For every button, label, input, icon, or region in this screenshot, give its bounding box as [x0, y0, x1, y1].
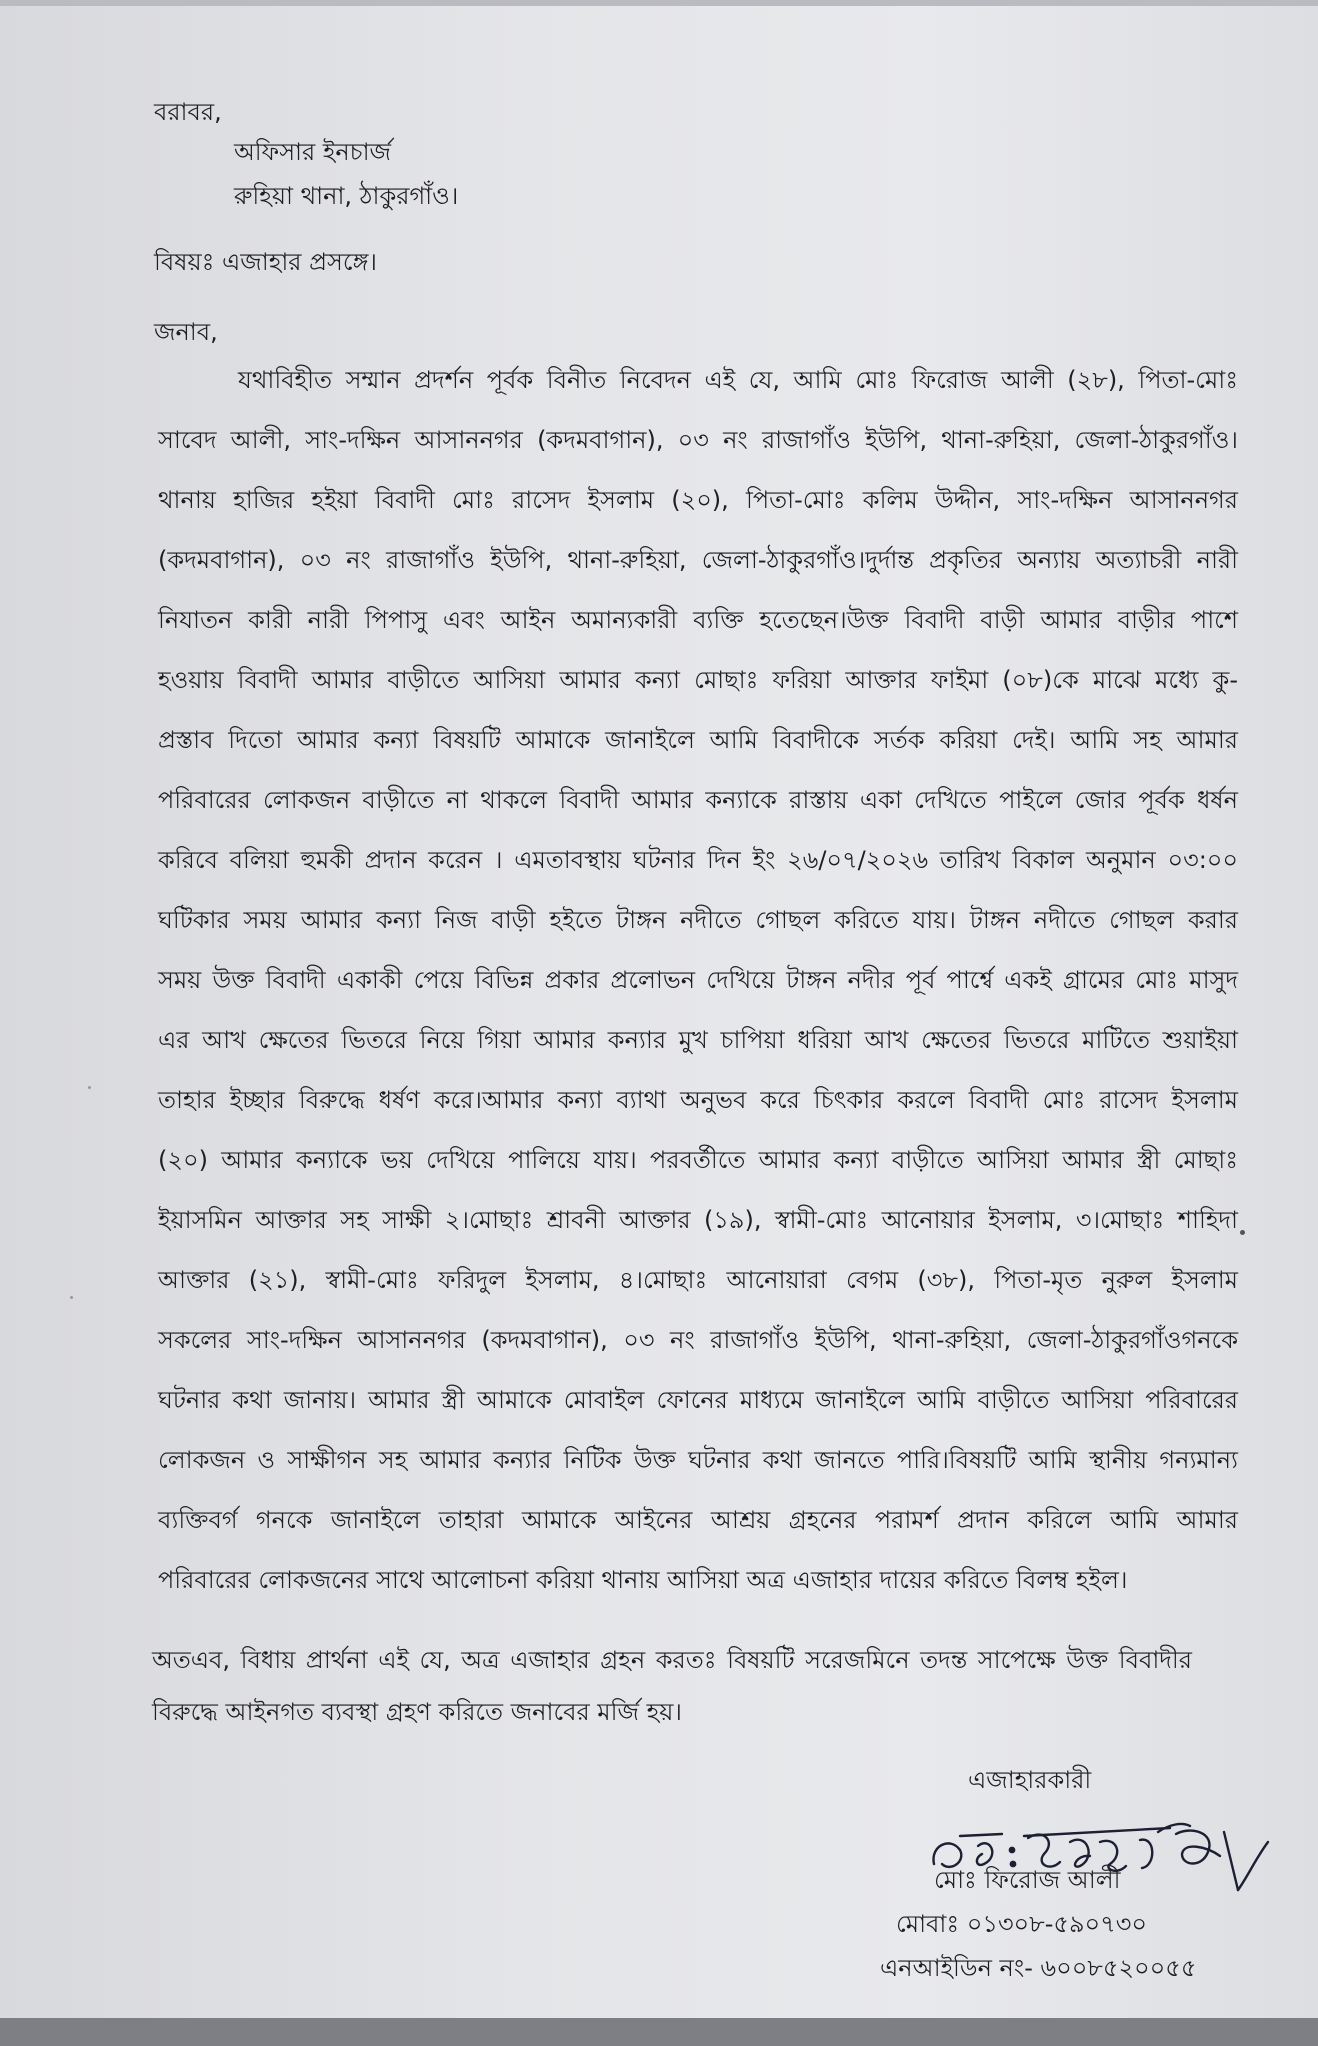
- subject-line: বিষয়ঃ এজাহার প্রসঙ্গে।: [154, 248, 378, 276]
- paper-speck: [1240, 1230, 1245, 1235]
- recipient-title: অফিসার ইনচার্জ: [234, 138, 392, 166]
- closing-line: অতএব, বিধায় প্রার্থনা এই যে, অত্র এজাহার গ্রহন করতঃ বিষয়টি সরেজমিনে তদন্ত সাপেক্ষে উক্ত বিবাদীর: [152, 1646, 1192, 1674]
- letter-sheet: [0, 6, 1318, 2022]
- body-line: ব্যক্তিবর্গ গনকে জানাইলে তাহারা আমাকে আইনের আশ্রয় গ্রহনের পরামর্শ প্রদান করিলে আমি আমার: [158, 1506, 1238, 1534]
- body-line: যথাবিহীত সম্মান প্রদর্শন পূর্বক বিনীত নিবেদন এই যে, আমি মোঃ ফিরোজ আলী (২৮), পিতা-মোঃ: [238, 366, 1238, 394]
- salutation-to: বরাবর,: [154, 98, 222, 126]
- body-line: করিবে বলিয়া হুমকী প্রদান করেন । এমতাবস্থায় ঘটনার দিন ইং ২৬/০৭/২০২৬ তারিখ বিকাল অনুমান ০৩:০০: [158, 846, 1238, 874]
- recipient-station: রুহিয়া থানা, ঠাকুরগাঁও।: [234, 182, 459, 210]
- complainant-mobile: মোবাঃ ০১৩০৮-৫৯০৭৩০: [896, 1910, 1147, 1938]
- body-line: নিযাতন কারী নারী পিপাসু এবং আইন অমান্যকারী ব্যক্তি হতেছেন।উক্ত বিবাদী বাড়ী আমার বাড়ীর পাশে: [158, 606, 1238, 634]
- body-line: ঘটিকার সময় আমার কন্যা নিজ বাড়ী হইতে টাঙ্গন নদীতে গোছল করিতে যায়। টাঙ্গন নদীতে গোছল করার: [158, 906, 1238, 934]
- body-line-last: পরিবারের লোকজনের সাথে আলোচনা করিয়া থানায় আসিয়া অত্র এজাহার দায়ের করিতে বিলম্ব হইল।: [158, 1566, 1128, 1594]
- body-line: ঘটনার কথা জানায়। আমার স্ত্রী আমাকে মোবাইল ফোনের মাধ্যমে জানাইলে আমি বাড়ীতে আসিয়া পরিবারের: [158, 1386, 1238, 1414]
- paper-speck: [88, 1086, 91, 1089]
- paper-speck: [70, 1296, 73, 1299]
- photo-background-bottom: [0, 2018, 1318, 2046]
- body-line: সকলের সাং-দক্ষিন আসাননগর (কদমবাগান), ০৩ নং রাজাগাঁও ইউপি, থানা-রুহিয়া, জেলা-ঠাকুরগাঁওগনকে: [158, 1326, 1238, 1354]
- body-line: ইয়াসমিন আক্তার সহ সাক্ষী ২।মোছাঃ শ্রাবনী আক্তার (১৯), স্বামী-মোঃ আনোয়ার ইসলাম, ৩।মোছাঃ শাহিদা: [158, 1206, 1238, 1234]
- body-line: এর আখ ক্ষেতের ভিতরে নিয়ে গিয়া আমার কন্যার মুখ চাপিয়া ধরিয়া আখ ক্ষেতের ভিতরে মাটিতে শুয়াইয়া: [158, 1026, 1238, 1054]
- body-line: আক্তার (২১), স্বামী-মোঃ ফরিদুল ইসলাম, ৪।মোছাঃ আনোয়ারা বেগম (৩৮), পিতা-মৃত নুরুল ইসলাম: [158, 1266, 1238, 1294]
- body-line: (কদমবাগান), ০৩ নং রাজাগাঁও ইউপি, থানা-রুহিয়া, জেলা-ঠাকুরগাঁও।দুর্দান্ত প্রকৃতির অন্যায় অত্যাচরী নারী: [158, 546, 1238, 574]
- body-line: সময় উক্ত বিবাদী একাকী পেয়ে বিভিন্ন প্রকার প্রলোভন দেখিয়ে টাঙ্গন নদীর পূর্ব পার্শ্বে একই গ্রামের মোঃ মাসুদ: [158, 966, 1238, 994]
- greeting: জনাব,: [154, 318, 218, 346]
- body-line: সাবেদ আলী, সাং-দক্ষিন আসাননগর (কদমবাগান), ০৩ নং রাজাগাঁও ইউপি, থানা-রুহিয়া, জেলা-ঠাকুরগাঁও।: [158, 426, 1238, 454]
- closing-line-last: বিরুদ্ধে আইনগত ব্যবস্থা গ্রহণ করিতে জনাবের মর্জি হয়।: [152, 1698, 682, 1726]
- complainant-label: এজাহারকারী: [968, 1766, 1092, 1794]
- body-line: প্রস্তাব দিতো আমার কন্যা বিষয়টি আমাকে জানাইলে আমি বিবাদীকে সর্তক করিয়া দেই। আমি সহ আমার: [158, 726, 1238, 754]
- body-line: থানায় হাজির হইয়া বিবাদী মোঃ রাসেদ ইসলাম (২০), পিতা-মোঃ কলিম উদ্দীন, সাং-দক্ষিন আসাননগর: [158, 486, 1238, 514]
- body-line: পরিবারের লোকজন বাড়ীতে না থাকলে বিবাদী আমার কন্যাকে রাস্তায় একা দেখিতে পাইলে জোর পূর্বক ধর্ষন: [158, 786, 1238, 814]
- body-line: লোকজন ও সাক্ষীগন সহ আমার কন্যার নিটিক উক্ত ঘটনার কথা জানতে পারি।বিষয়টি আমি স্থানীয় গন্যমান্য: [158, 1446, 1238, 1474]
- body-line: তাহার ইচ্ছার বিরুদ্ধে ধর্ষণ করে।আমার কন্যা ব্যাথা অনুভব করে চিৎকার করলে বিবাদী মোঃ রাসেদ ইসলাম: [158, 1086, 1238, 1114]
- body-line: (২০) আমার কন্যাকে ভয় দেখিয়ে পালিয়ে যায়। পরবর্তীতে আমার কন্যা বাড়ীতে আসিয়া আমার স্ত্রী মোছাঃ: [158, 1146, 1238, 1174]
- complainant-nid: এনআইডিন নং- ৬০০৮৫২০০৫৫: [880, 1954, 1197, 1982]
- complainant-name: মোঃ ফিরোজ আলী: [934, 1866, 1121, 1894]
- body-line: হওয়ায় বিবাদী আমার বাড়ীতে আসিয়া আমার কন্যা মোছাঃ ফরিয়া আক্তার ফাইমা (০৮)কে মাঝে মধ্যে কু-: [158, 666, 1238, 694]
